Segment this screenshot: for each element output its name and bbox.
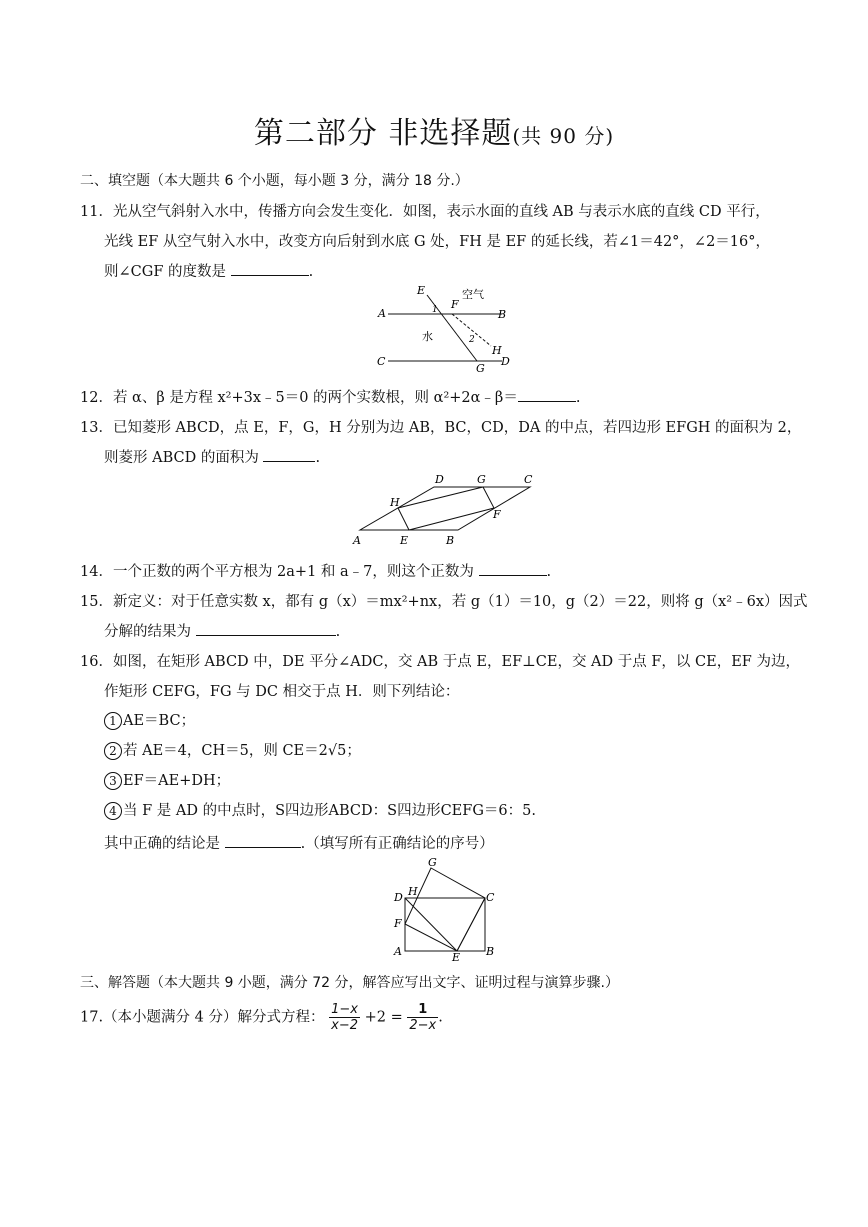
q17-fraction-2	[407, 1002, 438, 1033]
q13-figure	[350, 470, 545, 548]
q17-line	[80, 1002, 443, 1033]
q16-item-2	[104, 739, 361, 760]
q16-item-1	[104, 709, 195, 730]
q16-label-G: G	[428, 858, 437, 869]
q12-line	[80, 386, 580, 407]
q16-label-E: E	[452, 951, 461, 962]
q11-label-C: C	[377, 355, 386, 368]
q13-label-B: B	[446, 534, 455, 547]
page-title	[0, 108, 868, 152]
q16-item-2-text: 若 AE＝4，CH＝5，则 CE＝2√5；	[123, 743, 361, 759]
q13-label-A: A	[353, 534, 361, 547]
q16-answer-blank[interactable]	[225, 833, 301, 848]
q16-label-H: H	[408, 885, 418, 898]
q11-figure	[370, 282, 520, 374]
q11-label-H: H	[492, 344, 502, 357]
q16-item-1-text: AE＝BC；	[123, 713, 196, 729]
q11-label-F: F	[451, 298, 459, 311]
q16-item-3-number: 3	[104, 772, 122, 790]
q16-figure	[390, 858, 500, 962]
q16-label-F: F	[394, 917, 402, 930]
q13-label-F: F	[493, 508, 501, 521]
q11-label-A: A	[378, 307, 386, 320]
q11-label-G: G	[476, 362, 485, 374]
q16-item-4-number: 4	[104, 802, 122, 820]
q17-text: 17.（本小题满分 4 分）解分式方程：	[80, 1009, 325, 1026]
q11-line1: 11．光从空气斜射入水中，传播方向会发生变化．如图，表示水面的直线 AB 与表示水底的直线 CD 平行，	[80, 204, 770, 220]
q17-fraction-1-numerator: 1−x	[331, 1002, 358, 1017]
q16-item-3	[104, 769, 230, 790]
q13-label-E: E	[400, 534, 409, 547]
q12-end: .	[575, 390, 581, 406]
q11-water-label: 水	[422, 330, 433, 343]
q13-line1: 13．已知菱形 ABCD，点 E，F，G，H 分别为边 AB，BC，CD，DA 的中点，若四边形 EFGH 的面积为 2，	[80, 420, 802, 436]
q16-label-B: B	[486, 945, 495, 958]
q17-fraction-1-denominator: x−2	[331, 1018, 358, 1033]
q16-item-1-number: 1	[104, 712, 122, 730]
section-2-heading: 二、填空题（本大题共 6 个小题，每小题 3 分，满分 18 分.）	[80, 173, 469, 189]
q16-conclusion-end: .（填写所有正确结论的序号）	[300, 836, 494, 852]
q16-item-4	[104, 799, 536, 820]
q11-angle-2: 2	[469, 335, 475, 345]
q17-fraction-2-numerator: 1	[407, 1002, 438, 1018]
q14-answer-blank[interactable]	[479, 561, 547, 576]
q12-text: 12．若 α、β 是方程 x²+3x﹣5＝0 的两个实数根，则 α²+2α﹣β＝	[80, 390, 518, 406]
q13-answer-blank[interactable]	[263, 447, 315, 462]
q16-label-C: C	[486, 891, 495, 904]
q14-text: 14．一个正数的两个平方根为 2a+1 和 a﹣7，则这个正数为	[80, 564, 474, 580]
q15-line2-text: 分解的结果为	[104, 624, 191, 640]
q14-line	[80, 560, 551, 581]
q13-label-H: H	[390, 496, 400, 509]
q14-end: .	[546, 564, 552, 580]
q13-line2	[104, 446, 320, 467]
q11-label-E: E	[417, 284, 426, 297]
q16-item-4-text: 当 F 是 AD 的中点时，S四边形ABCD：S四边形CEFG＝6：5.	[123, 803, 536, 819]
q12-answer-blank[interactable]	[518, 387, 576, 402]
q11-line3-text: 则∠CGF 的度数是	[104, 264, 226, 280]
q17-fraction-2-denominator: 2−x	[409, 1018, 437, 1033]
q11-label-D: D	[501, 355, 510, 368]
q11-answer-blank[interactable]	[231, 261, 309, 276]
q15-answer-blank[interactable]	[196, 621, 336, 636]
q16-item-3-text: EF＝AE+DH；	[123, 773, 231, 789]
q16-conclusion	[104, 832, 494, 853]
q15-line1: 15．新定义：对于任意实数 x，都有 g（x）＝mx²+nx，若 g（1）＝10，g（2）＝22，则将 g（x²﹣6x）因式	[80, 594, 808, 610]
q11-line3	[104, 260, 313, 281]
q16-line1: 16．如图，在矩形 ABCD 中，DE 平分∠ADC，交 AB 于点 E，EF⊥CE，交 AD 于点 F，以 CE，EF 为边，	[80, 654, 800, 670]
q16-conclusion-text: 其中正确的结论是	[104, 836, 220, 852]
q15-line2	[104, 620, 340, 641]
title-suffix: (共 90 分)	[512, 124, 615, 148]
q17-mid: +2 =	[364, 1009, 403, 1026]
q13-line2-end: .	[315, 450, 321, 466]
q16-line2: 作矩形 CEFG，FG 与 DC 相交于点 H．则下列结论：	[104, 684, 460, 700]
q13-label-C: C	[524, 473, 533, 486]
q16-label-D: D	[394, 891, 403, 904]
q11-label-B: B	[498, 308, 507, 321]
q11-line2: 光线 EF 从空气射入水中，改变方向后射到水底 G 处，FH 是 EF 的延长线，若∠1＝42°，∠2＝16°，	[104, 234, 770, 250]
q16-label-A: A	[394, 945, 402, 958]
title-main: 第二部分 非选择题	[253, 116, 513, 151]
section-3-heading: 三、解答题（本大题共 9 小题，满分 72 分，解答应写出文字、证明过程与演算步骤.）	[80, 975, 619, 991]
q15-line2-end: .	[335, 624, 341, 640]
q11-air-label: 空气	[462, 288, 484, 301]
q16-item-2-number: 2	[104, 742, 122, 760]
q13-line2-text: 则菱形 ABCD 的面积为	[104, 450, 259, 466]
q13-label-G: G	[477, 473, 486, 486]
q11-line3-end: .	[308, 264, 314, 280]
q11-angle-1: 1	[432, 305, 438, 315]
q17-fraction-1	[329, 1002, 360, 1033]
q13-label-D: D	[435, 473, 444, 486]
q17-end: .	[438, 1009, 443, 1026]
